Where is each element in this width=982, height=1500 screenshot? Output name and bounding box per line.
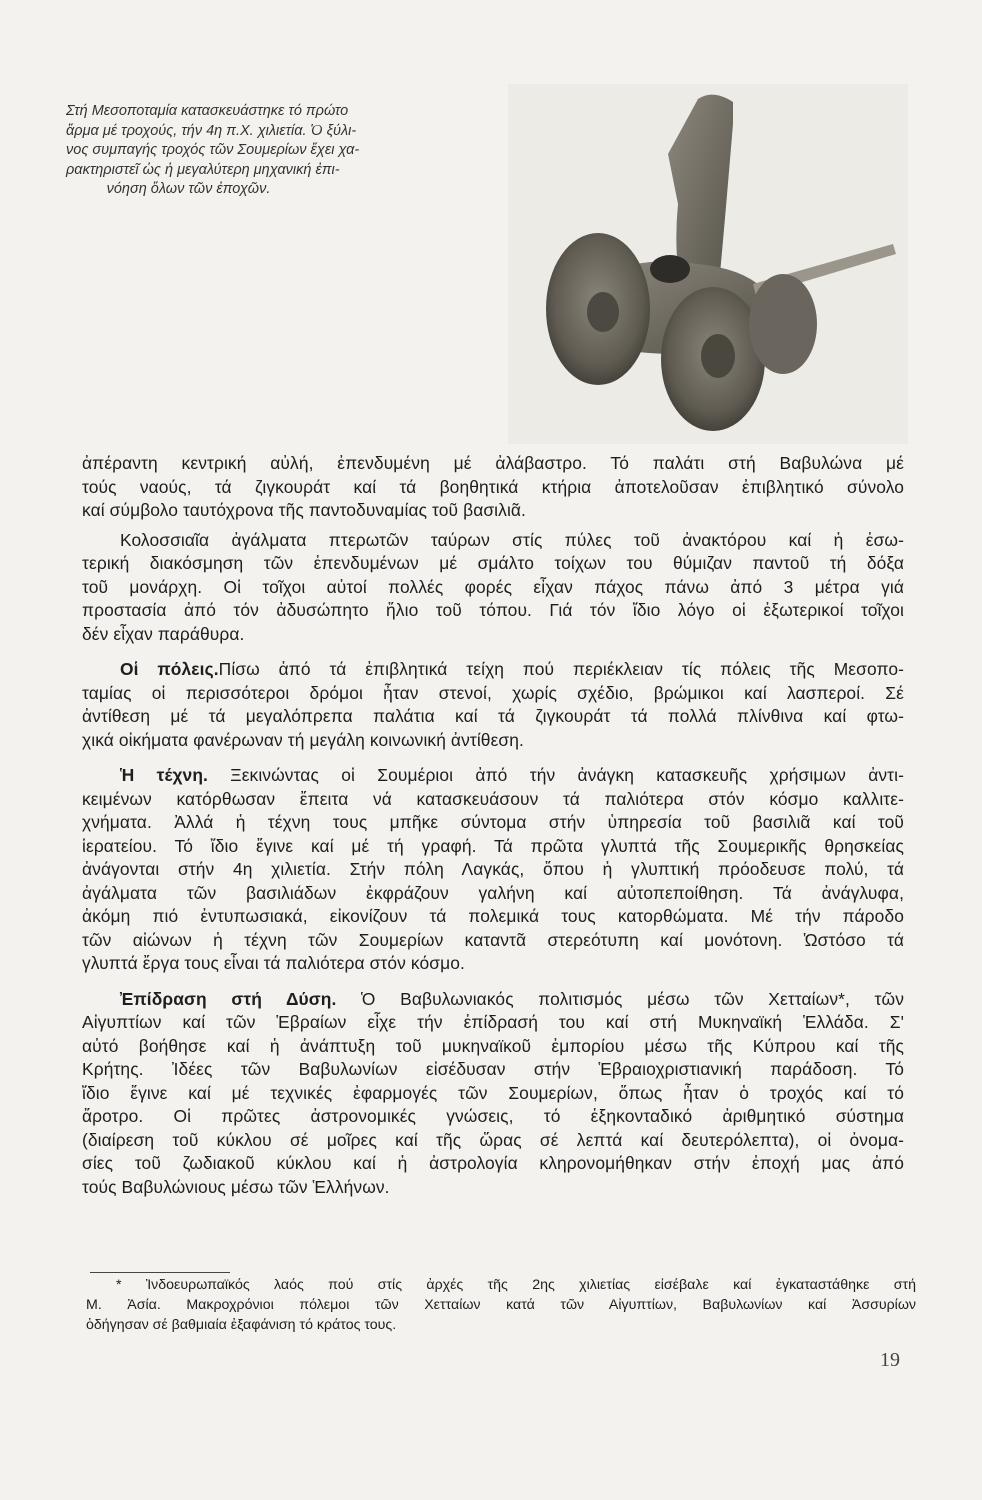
paragraph-line: τερική διακόσμηση τῶν ἐπενδυμένων μέ σμάλτο τοίχων του θύμιζαν παντοῦ τή δόξα (82, 553, 904, 573)
paragraph-line: τούς Βαβυλώνιους μέσω τῶν Ἑλλήνων. (82, 1176, 390, 1197)
section-heading-influence: Ἐπίδραση στή Δύση. (120, 988, 337, 1009)
figure-caption (66, 102, 360, 200)
paragraph-line: χνήματα. Ἀλλά ἡ τέχνη τους μπῆκε σύντομα στήν ὑπηρεσία τοῦ βασιλιᾶ καί τοῦ (82, 812, 904, 832)
paragraph-line: ἀνάγονται στήν 4η χιλιετία. Στήν πόλη Λαγκάς, ὅπου ἡ γλυπτική πρόοδευσε πολύ, τά (82, 859, 904, 879)
paragraph-line: καί σύμβολο ταυτόχρονα τῆς παντοδυναμίας τοῦ βασιλιᾶ. (82, 500, 526, 520)
paragraph-line: ἀντίθεση μέ τά μεγαλόπρεπα παλάτια καί τά ζιγκουράτ τά πολλά πλίνθινα καί φτω- (82, 706, 904, 726)
caption-line: Στή Μεσοποταμία κατασκευάστηκε τό πρώτο (66, 103, 349, 119)
paragraph-line: ἀκόμη πιό ἐντυπωσιακά, εἰκονίζουν τά πολεμικά τους κατορθώματα. Μέ τήν πάροδο (82, 906, 904, 926)
chariot-photo (508, 84, 908, 444)
paragraph-text: Πίσω ἀπό τά ἐπιβλητικά τείχη πού περιέκλειαν τίς πόλεις τῆς Μεσοπο- (218, 659, 904, 679)
paragraph-line: Κολοσσιαῖα ἀγάλματα πτερωτῶν ταύρων στίς πύλες τοῦ ἀνακτόρου καί ἡ ἐσω- (120, 529, 904, 550)
paragraph-line (82, 988, 904, 1012)
paragraph-line: (διαίρεση τοῦ κύκλου σέ μοῖρες καί τῆς ὥρας σέ λεπτά καί δευτερόλεπτα), οἱ ὀνομα- (82, 1129, 904, 1150)
paragraph-text: Ὁ Βαβυλωνιακός πολιτισμός μέσω τῶν Χετταίων*, τῶν (336, 988, 904, 1009)
paragraph-line (82, 658, 904, 682)
paragraph-line: ἀπέραντη κεντρική αὐλή, ἐπενδυμένη μέ ἀλάβαστρο. Τό παλάτι στή Βαβυλώνα μέ (82, 453, 904, 473)
page-number: 19 (880, 1349, 900, 1371)
section-heading-art: Ἡ τέχνη. (120, 765, 208, 785)
paragraph-line: αὐτό βοήθησε καί ἡ ἀνάπτυξη τοῦ μυκηναϊκοῦ ἐμπορίου μέσω τῆς Κύπρου καί τῆς (82, 1035, 904, 1056)
paragraph-line: Αἰγυπτίων καί τῶν Ἑβραίων εἶχε τήν ἐπίδρασή του καί στή Μυκηναϊκή Ἑλλάδα. Σ' (82, 1012, 904, 1032)
wheeled-chariot-model-image (508, 84, 908, 444)
paragraph-line: τούς ναούς, τά ζιγκουράτ καί τά βοηθητικά κτήρια ἀποτελοῦσαν ἐπιβλητικό σύνολο (82, 476, 904, 497)
footnote-line: * Ἰνδοευρωπαϊκός λαός πού στίς ἀρχές τῆς 2ης χιλιετίας εἰσέβαλε καί ἐγκαταστάθηκε στή (116, 1277, 916, 1293)
paragraph-text: Ξεκινώντας οἱ Σουμέριοι ἀπό τήν ἀνάγκη κατασκευῆς χρήσιμων ἀντι- (208, 765, 904, 785)
paragraph-line: σίες τοῦ ζωδιακοῦ κύκλου καί ἡ ἀστρολογία κληρονομήθηκαν στήν ἐποχή μας ἀπό (82, 1153, 904, 1173)
footnote-divider (90, 1272, 230, 1273)
paragraph-line: ἴδιο ἔγινε καί μέ τεχνικές ἐφαρμογές τῶν Σουμερίων, ὅπως ἦταν ὁ τροχός καί τό (82, 1082, 904, 1103)
footnote (86, 1275, 916, 1335)
paragraph-line: ἀγάλματα τῶν βασιλιάδων ἐκφράζουν γαλήνη καί αὐτοπεποίθηση. Τά ἀνάγλυφα, (82, 882, 904, 903)
section-heading-cities: Οἱ πόλεις. (120, 659, 219, 679)
footnote-line: Μ. Ἀσία. Μακροχρόνιοι πόλεμοι τῶν Χετταίων κατά τῶν Αἰγυπτίων, Βαβυλωνίων καί Ἀσσυρίων (86, 1297, 916, 1313)
paragraph-line (82, 764, 904, 788)
paragraph-line: κειμένων κατόρθωσαν ἔπειτα νά κατασκευάσουν τά παλιότερα στόν κόσμο καλλιτε- (82, 788, 904, 809)
caption-line: νόηση ὅλων τῶν ἐποχῶν. (106, 181, 271, 197)
caption-line: νος συμπαγής τροχός τῶν Σουμερίων ἔχει χα- (66, 142, 360, 158)
main-text (82, 452, 904, 1199)
paragraph-line: χικά οἰκήματα φανέρωναν τή μεγάλη κοινωνική ἀντίθεση. (82, 729, 524, 750)
paragraph-line: τοῦ μονάρχη. Οἱ τοῖχοι αὐτοί πολλές φορές εἶχαν πάχος πάνω ἀπό 3 μέτρα γιά (82, 576, 904, 597)
paragraph-line: τῶν αἰώνων ἡ τέχνη τῶν Σουμερίων καταντᾶ στερεότυπη καί μονότονη. Ὡστόσο τά (82, 929, 904, 950)
paragraph-line: ταμίας οἱ περισσότεροι δρόμοι ἦταν στενοί, χωρίς σχέδιο, βρώμικοι καί λασπεροί. Σέ (82, 682, 904, 703)
paragraph-line: δέν εἶχαν παράθυρα. (82, 623, 245, 644)
footnote-line: ὁδήγησαν σέ βαθμιαία ἐξαφάνιση τό κράτος τους. (86, 1317, 397, 1333)
paragraph-line: ἱερατείου. Τό ἴδιο ἔγινε καί μέ τή γραφή. Τά πρῶτα γλυπτά τῆς Σουμερικῆς θρησκείας (82, 835, 904, 856)
paragraph-line: ἄροτρο. Οἱ πρῶτες ἀστρονομικές γνώσεις, τό ἑξηκονταδικό ἀριθμητικό σύστημα (82, 1106, 904, 1126)
paragraph-line: γλυπτά ἔργα τους εἶναι τά παλιότερα στόν κόσμο. (82, 953, 465, 973)
paragraph-line: Κρήτης. Ἰδέες τῶν Βαβυλωνίων εἰσέδυσαν στήν Ἑβραιοχριστιανική παράδοση. Τό (82, 1059, 904, 1079)
paragraph-line: προστασία ἀπό τόν ἀδυσώπητο ἥλιο τοῦ τόπου. Γιά τόν ἴδιο λόγο οἱ ἐξωτερικοί τοῖχοι (82, 600, 904, 620)
caption-line: ρακτηριστεῖ ὡς ἡ μεγαλύτερη μηχανική ἐπι- (66, 161, 340, 178)
caption-line: ἅρμα μέ τροχούς, τήν 4η π.Χ. χιλιετία. Ὁ ξύλι- (66, 122, 357, 139)
